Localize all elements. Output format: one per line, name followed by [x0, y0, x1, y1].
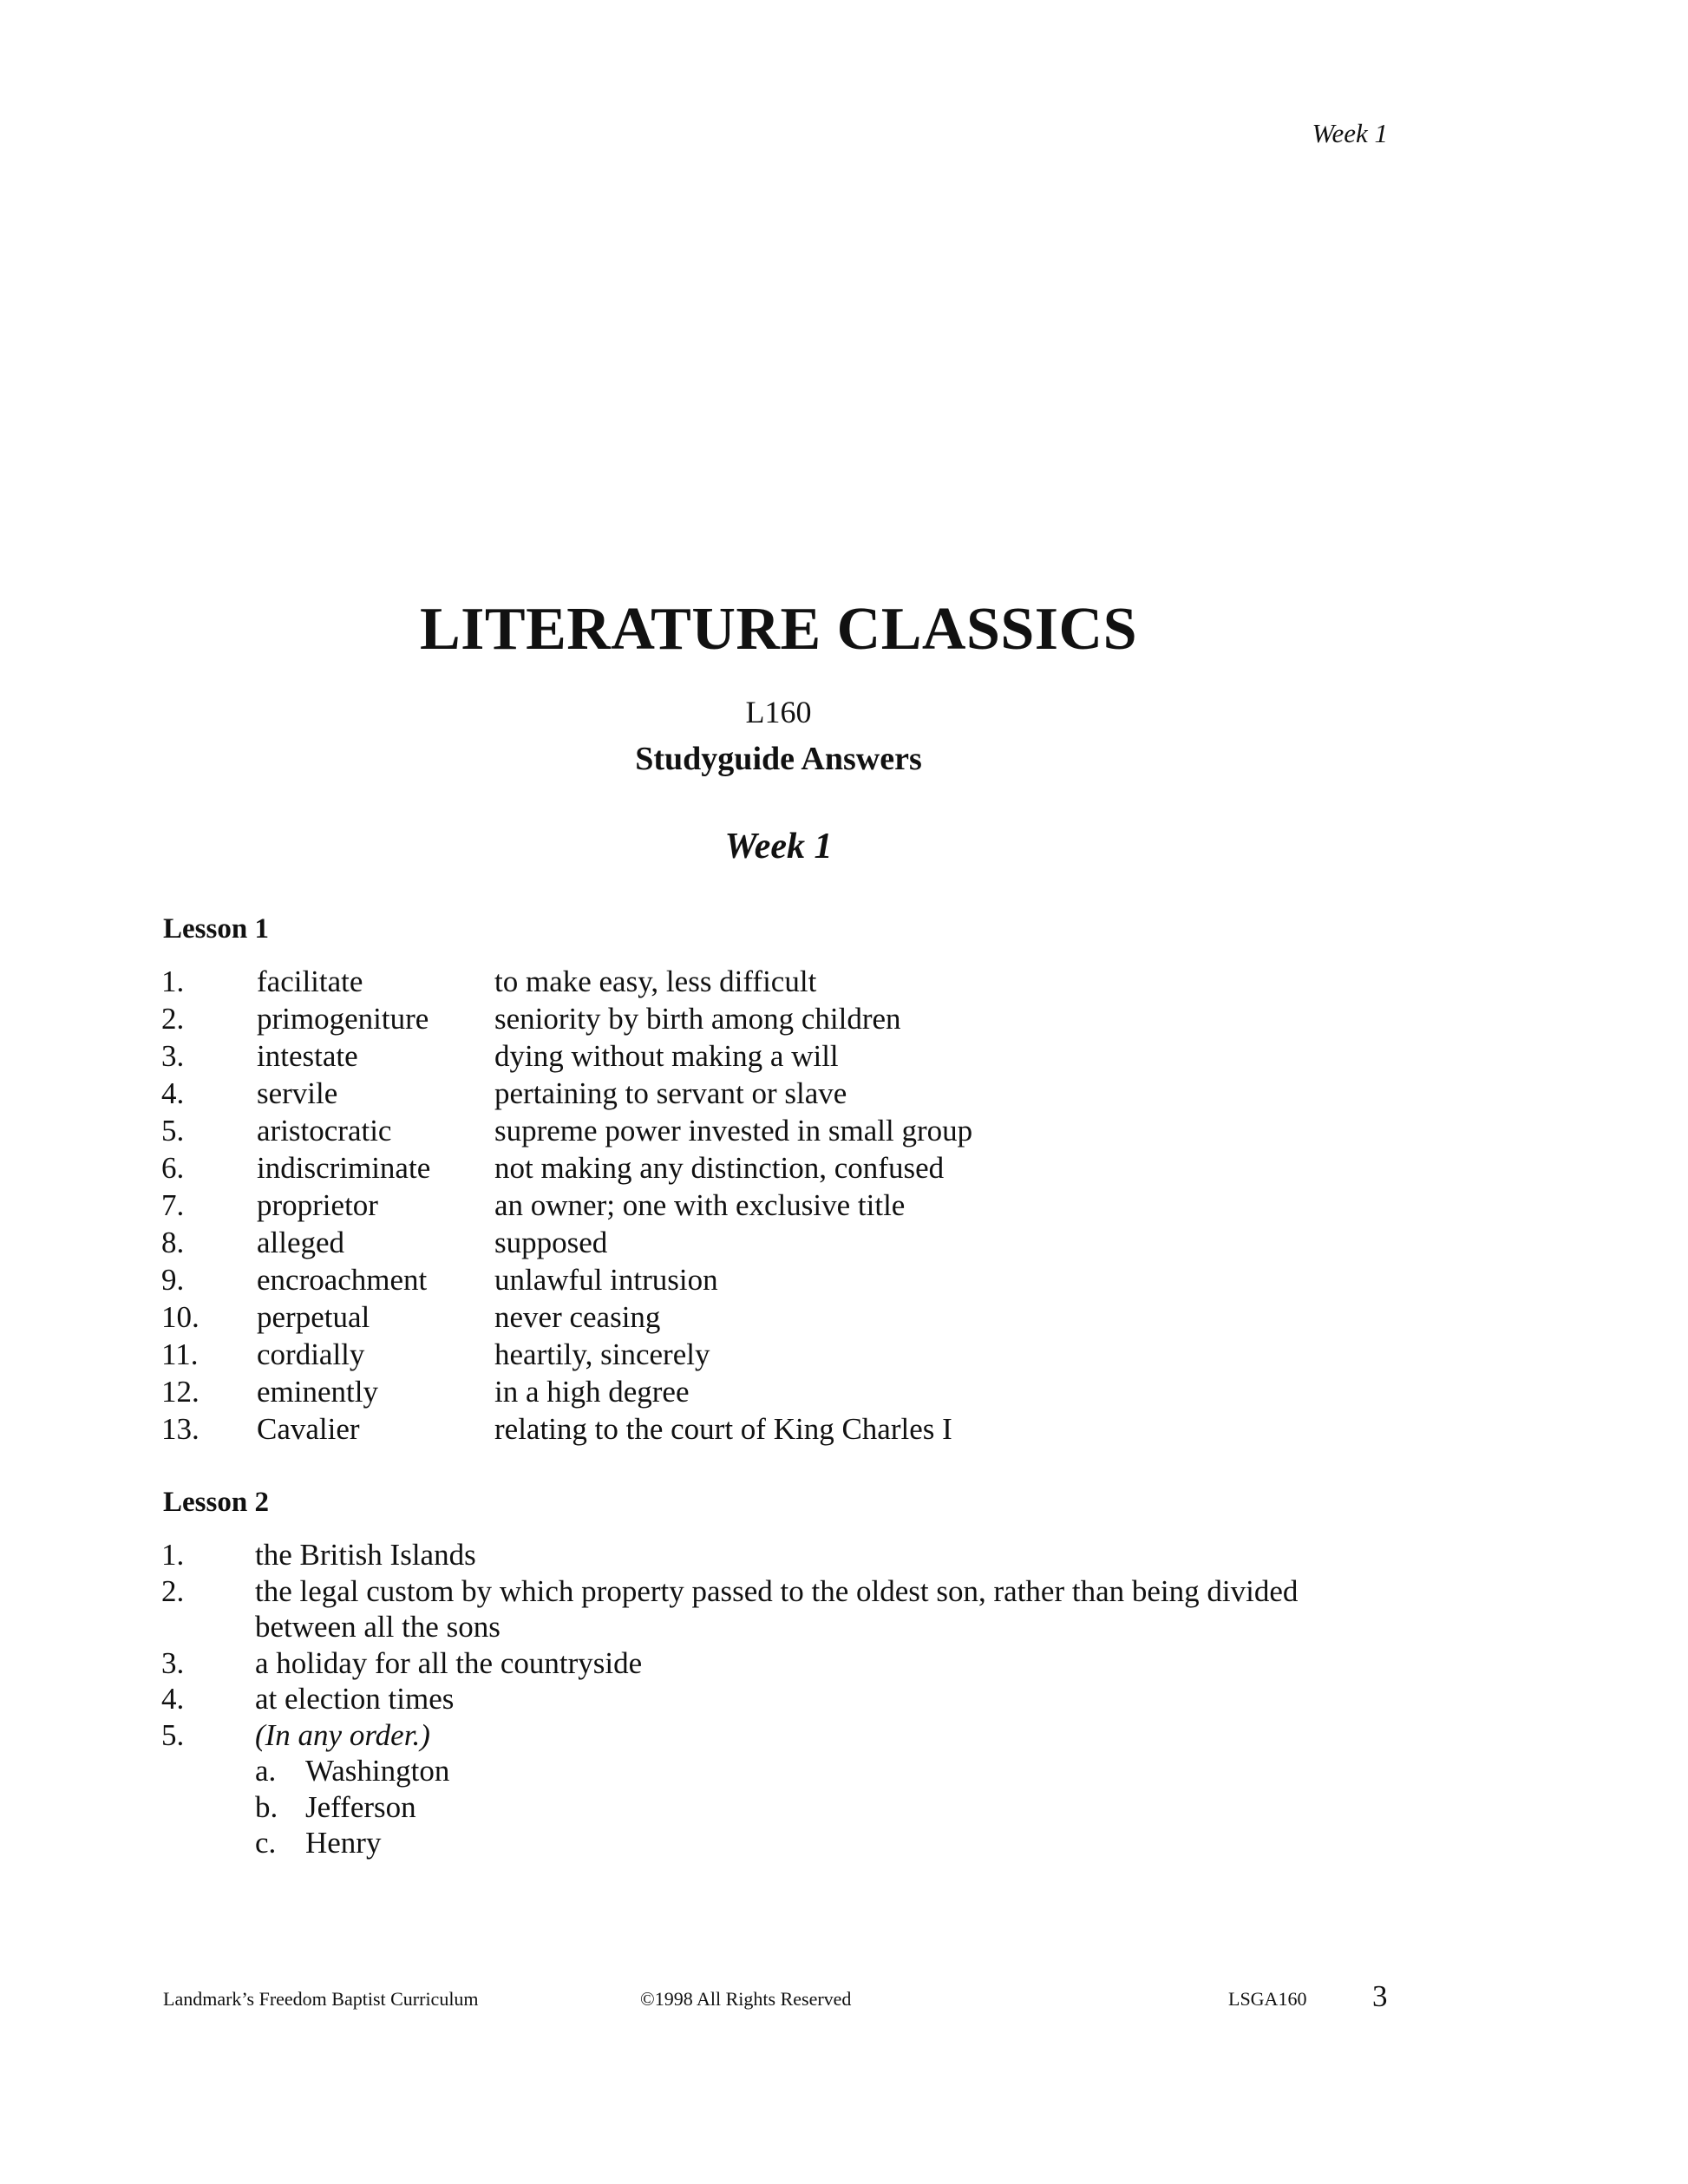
item-number: 3.: [161, 1039, 185, 1073]
answer-text: the legal custom by which property passed to the oldest son, rather than being divided between all the sons: [255, 1573, 1299, 1644]
vocab-definition: supposed: [494, 1226, 608, 1259]
answer-row: [161, 1717, 1367, 1754]
vocab-definition: never ceasing: [494, 1300, 661, 1334]
vocab-word: cordially: [257, 1337, 365, 1371]
running-head: Week 1: [1312, 118, 1388, 148]
page-number: 3: [1372, 1979, 1388, 2013]
footer-copyright: ©1998 All Rights Reserved: [640, 1988, 852, 2010]
vocab-definition: unlawful intrusion: [494, 1263, 718, 1297]
vocab-word: proprietor: [257, 1188, 378, 1222]
item-number: 3.: [161, 1645, 185, 1680]
sub-item-letter: a.: [255, 1754, 277, 1788]
item-number: 5.: [161, 1717, 185, 1752]
sub-answer-row: [161, 1789, 1367, 1826]
answer-text: at election times: [255, 1682, 455, 1716]
item-number: 6.: [161, 1151, 185, 1185]
item-number: 2.: [161, 1573, 185, 1608]
sub-answer-text: Washington: [305, 1754, 450, 1788]
vocab-word: Cavalier: [257, 1412, 360, 1446]
answer-text: (In any order.): [255, 1717, 430, 1752]
sub-answer-text: Jefferson: [305, 1789, 416, 1824]
vocab-word: indiscriminate: [257, 1151, 431, 1185]
answer-row: [161, 1573, 1367, 1645]
vocab-word: primogeniture: [257, 1002, 429, 1036]
answer-text: a holiday for all the countryside: [255, 1645, 643, 1680]
item-number: 8.: [161, 1226, 185, 1259]
item-number: 1.: [161, 964, 185, 998]
item-number: 13.: [161, 1412, 200, 1446]
vocab-definition: heartily, sincerely: [494, 1337, 710, 1371]
vocab-word: aristocratic: [257, 1114, 392, 1148]
lesson-1-heading: Lesson 1: [163, 913, 269, 945]
vocab-word: alleged: [257, 1226, 345, 1259]
sub-answer-row: [161, 1753, 1367, 1789]
item-number: 2.: [161, 1002, 185, 1036]
item-number: 5.: [161, 1114, 185, 1148]
item-number: 1.: [161, 1538, 185, 1572]
vocab-definition: in a high degree: [494, 1375, 690, 1409]
item-number: 9.: [161, 1263, 185, 1297]
page-subtitle: Studyguide Answers: [635, 741, 922, 777]
week-heading: Week 1: [724, 827, 833, 866]
page-title: LITERATURE CLASSICS: [419, 596, 1138, 663]
item-number: 11.: [161, 1337, 199, 1371]
answer-text: the British Islands: [255, 1538, 476, 1572]
vocab-word: perpetual: [257, 1300, 370, 1334]
vocab-word: encroachment: [257, 1263, 428, 1297]
item-number: 4.: [161, 1076, 185, 1110]
lesson-2-answer-list: [161, 1537, 1367, 1861]
sub-answer-text: Henry: [305, 1826, 382, 1860]
sub-answer-row: [161, 1825, 1367, 1861]
footer-publisher: Landmark’s Freedom Baptist Curriculum: [163, 1988, 479, 2010]
sub-item-letter: b.: [255, 1789, 278, 1824]
course-code: L160: [745, 695, 812, 729]
answer-row: [161, 1645, 1367, 1682]
footer-code: LSGA160: [1228, 1988, 1307, 2010]
vocab-definition: supreme power invested in small group: [494, 1114, 973, 1148]
vocab-word: eminently: [257, 1375, 378, 1409]
vocab-word: facilitate: [257, 964, 363, 998]
item-number: 4.: [161, 1682, 185, 1716]
vocab-definition: relating to the court of King Charles I: [494, 1412, 952, 1446]
answer-row: [161, 1681, 1367, 1717]
vocab-word: servile: [257, 1076, 338, 1110]
vocab-definition: an owner; one with exclusive title: [494, 1188, 906, 1222]
sub-item-letter: c.: [255, 1826, 277, 1860]
vocab-definition: dying without making a will: [494, 1039, 839, 1073]
vocab-definition: not making any distinction, confused: [494, 1151, 945, 1185]
item-number: 7.: [161, 1188, 185, 1222]
lesson-2-heading: Lesson 2: [163, 1487, 269, 1518]
item-number: 10.: [161, 1300, 200, 1334]
answer-row: [161, 1537, 1367, 1573]
vocab-definition: to make easy, less difficult: [494, 964, 817, 998]
vocab-definition: pertaining to servant or slave: [494, 1076, 847, 1110]
vocab-word: intestate: [257, 1039, 358, 1073]
vocab-definition: seniority by birth among children: [494, 1002, 901, 1036]
item-number: 12.: [161, 1375, 200, 1409]
